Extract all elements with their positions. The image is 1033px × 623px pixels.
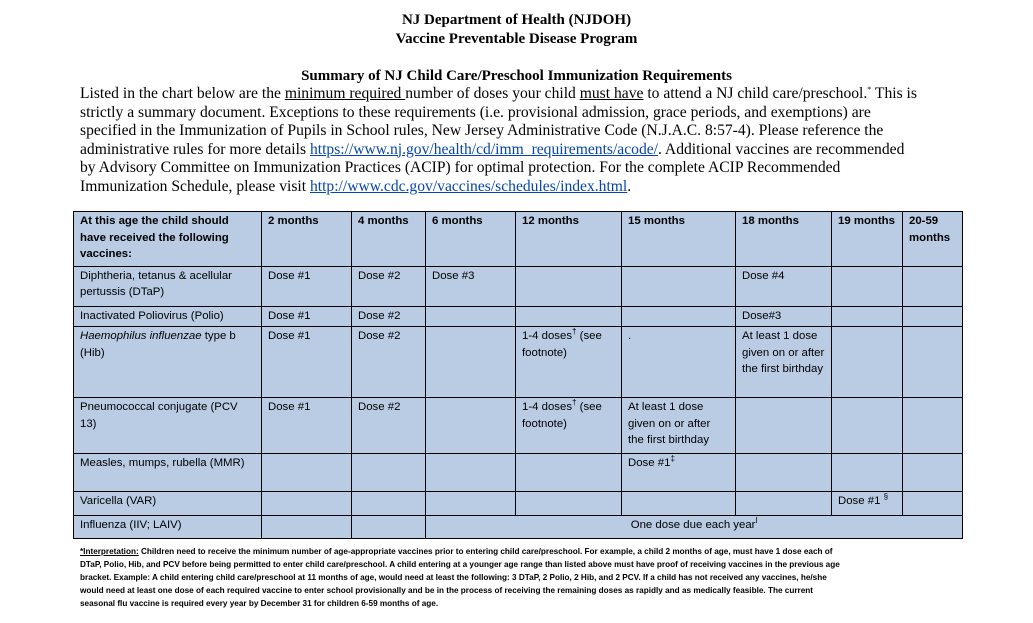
table-row-pcv [74,398,963,454]
empty-cell [516,492,622,515]
empty-cell [426,453,516,491]
empty-cell [262,515,352,538]
dagger-footnote-marker: † [572,398,577,408]
dose-cell: Dose #2 [352,398,426,454]
col-header-19-months: 19 months [832,212,903,267]
dose-cell: Dose #3 [426,266,516,306]
vaccine-name: Inactivated Poliovirus (Polio) [74,307,262,327]
empty-cell [903,398,963,454]
interpretation-label: *Interpretation: [80,547,139,556]
intro-line-4: administrative rules for more details https://www.nj.gov/health/cd/imm_requirements/acode/. Additional vaccines are recommended [80,140,905,158]
table-row-polio [74,307,963,327]
vaccine-name: Influenza (IIV; LAIV) [74,515,262,538]
dose-cell: 1-4 doses† (see footnote) [516,327,622,398]
empty-cell [426,492,516,515]
empty-cell [426,327,516,398]
empty-cell [352,492,426,515]
empty-cell [622,492,736,515]
col-header-2-months: 2 months [262,212,352,267]
empty-cell [736,492,832,515]
table-row-varicella [74,492,963,515]
cdc-schedule-link[interactable]: http://www.cdc.gov/vaccines/schedules/index.html [309,177,628,195]
empty-cell [516,453,622,491]
empty-cell [903,327,963,398]
col-header-15-months: 15 months [622,212,736,267]
empty-cell [426,307,516,327]
nj-acode-link[interactable]: https://www.nj.gov/health/cd/imm_requirements/acode/ [309,140,658,158]
dose-cell: Dose #1 [262,398,352,454]
age-header-label: At this age the child should have received the following vaccines: [74,212,262,267]
dose-cell: Dose #2 [352,307,426,327]
table-row-influenza [74,515,963,538]
dose-cell: Dose#3 [736,307,832,327]
vaccine-name: Pneumococcal conjugate (PCV 13) [74,398,262,454]
empty-cell [832,453,903,491]
table-row-hib [74,327,963,398]
flu-footnote-marker: l [755,515,758,525]
col-header-20-59-months: 20-59 months [903,212,963,267]
empty-cell [622,307,736,327]
dose-cell: At least 1 dose given on or after the first birthday [622,398,736,454]
dose-cell: Dose #2 [352,266,426,306]
intro-line-2: strictly a summary document. Exceptions to these requirements (i.e. provisional admission, grace periods, and exemptions) are [80,103,871,121]
col-header-12-months: 12 months [516,212,622,267]
vaccine-name: Haemophilus influenzae type b (Hib) [74,327,262,398]
empty-cell [352,515,426,538]
dose-cell: Dose #2 [352,327,426,398]
double-dagger-footnote-marker: ‡ [670,454,675,464]
minimum-required-emphasis: minimum required [284,85,406,102]
must-have-emphasis: must have [579,85,644,102]
empty-cell [736,453,832,491]
dagger-footnote-marker: † [572,327,577,337]
intro-paragraph [80,85,960,196]
col-header-6-months: 6 months [426,212,516,267]
dose-cell: . [622,327,736,398]
table-row-mmr [74,453,963,491]
intro-line-5: by Advisory Committee on Immunization Practices (ACIP) for optimal protection. For the complete ACIP Recommended [80,159,841,176]
vaccine-name: Measles, mumps, rubella (MMR) [74,453,262,491]
dose-cell: At least 1 dose given on or after the first birthday [736,327,832,398]
dose-cell: Dose #1‡ [622,453,736,491]
program-title: Vaccine Preventable Disease Program [395,31,638,47]
asterisk-footnote-marker: * [867,84,872,94]
empty-cell [832,266,903,306]
empty-cell [903,492,963,515]
empty-cell [736,398,832,454]
empty-cell [622,266,736,306]
annual-dose-cell: One dose due each year$^l$ [426,515,963,538]
section-footnote-marker: § [883,492,889,502]
empty-cell [352,453,426,491]
immunization-requirements-table [73,211,963,539]
intro-line-3: specified in the Immunization of Pupils in School rules, New Jersey Administrative Code (N.J.A.C. 8:57-4). Please reference the [80,122,884,139]
dose-cell: Dose #4 [736,266,832,306]
table-header-row [74,212,963,267]
empty-cell [516,266,622,306]
intro-line-6: Immunization Schedule, please visit http://www.cdc.gov/vaccines/schedules/index.html. [80,177,632,195]
empty-cell [516,307,622,327]
empty-cell [832,398,903,454]
vaccine-name: Varicella (VAR) [74,492,262,515]
table-row-dtap [74,266,963,306]
dose-cell: Dose #1 [262,307,352,327]
empty-cell [262,453,352,491]
vaccine-name: Diphtheria, tetanus & acellular pertussis (DTaP) [74,266,262,306]
empty-cell [832,307,903,327]
empty-cell [903,453,963,491]
empty-cell [903,307,963,327]
empty-cell [426,398,516,454]
dose-cell: Dose #1 [262,327,352,398]
interpretation-footnote: *Interpretation: Children need to receive the minimum number of age-appropriate vaccines prior to entering child care/preschool. For example, a child 2 months of age, must have 1 dose each of DTaP, Polio, Hib, and PCV before being permitted to enter child care/preschool. A child entering at a younger age range than listed above must have proof of receiving vaccines in the previous age bracket. Example: A child entering child care/preschool at 11 months of age, would need at least the following: 3 DTaP, 2 Polio, 2 Hib, and 2 PCV. If a child has not received any vaccines, he/she would need at least one dose of each required vaccine to enter school provisionally and be in the process of receiving the remaining doses as rapidly and as medically feasible. The current seasonal flu vaccine is required every year by December 31 for children 6-59 months of age. [80,547,840,608]
dose-cell: Dose #1 § [832,492,903,515]
dose-cell: Dose #1 [262,266,352,306]
col-header-4-months: 4 months [352,212,426,267]
dose-cell: 1-4 doses† (see footnote) [516,398,622,454]
empty-cell [903,266,963,306]
empty-cell [262,492,352,515]
intro-line-1: Listed in the chart below are the minimum required number of doses your child must have to attend a NJ child care/preschool.* This is [80,84,917,102]
empty-cell [832,327,903,398]
summary-title: Summary of NJ Child Care/Preschool Immunization Requirements [301,68,732,84]
department-title: NJ Department of Health (NJDOH) [401,12,632,28]
col-header-18-months: 18 months [736,212,832,267]
